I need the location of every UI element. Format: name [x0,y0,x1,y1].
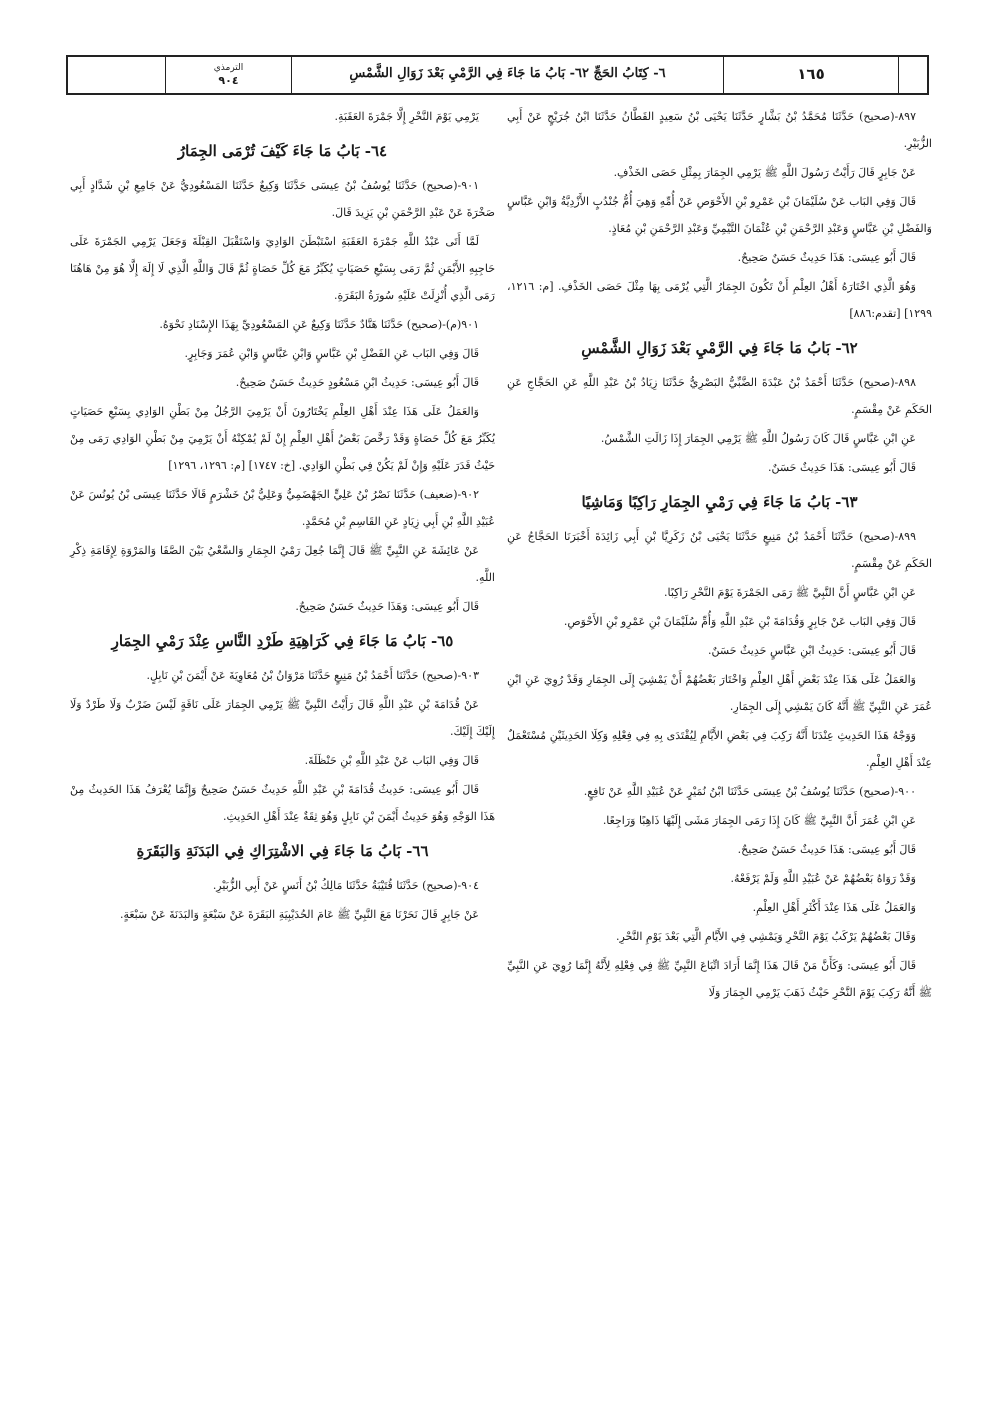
right-column [507,103,932,1008]
left-column [70,103,495,930]
header-range-cell [724,57,899,93]
text-paragraph: عَنْ عَائِشَةَ عَنِ النَّبِيِّ ﷺ قَالَ إِنَّمَا جُعِلَ رَمْيُ الجِمَارِ وَالسَّعْيُ بَيْنَ الصَّفَا وَالمَرْوَةِ لِإِقَامَةِ ذِكْرِ اللَّهِ. [70,544,495,584]
chapter-heading: ٦٥- بَابُ مَا جَاءَ فِي كَرَاهِيَةِ طَرْدِ النَّاسِ عِنْدَ رَمْيِ الجِمَارِ [111,632,454,650]
chapter-heading: ٦٣- بَابُ مَا جَاءَ فِي رَمْيِ الجِمَارِ رَاكِبًا وَمَاشِيًا [581,493,858,511]
text-paragraph: وَقَالَ بَعْضُهُمْ يَرْكَبُ يَوْمَ النَّحْرِ وَيَمْشِي فِي الأَيَّامِ الَّتِي بَعْدَ يَوْمِ النَّحْرِ. [616,930,916,943]
text-paragraph: ٨٩٧-(صحيح) حَدَّثَنَا مُحَمَّدُ بْنُ بَشَّارٍ حَدَّثَنَا يَحْيَى بْنُ سَعِيدٍ القَطَّانُ حَدَّثَنَا ابْنُ جُرَيْجٍ عَنْ أَبِي الزُّبَيْرِ. [507,110,932,150]
text-paragraph: وَالعَمَلُ عَلَى هَذَا عِنْدَ بَعْضِ أَهْلِ العِلْمِ وَاخْتَارَ بَعْضُهُمْ أَنْ يَمْشِيَ إِلَى الجِمَارِ وَقَدْ رُوِيَ عَنِ ابْنِ عُمَرَ عَنِ النَّبِيِّ ﷺ أَنَّهُ كَانَ يَمْشِي إِلَى الجِمَارِ. [507,673,932,713]
chapter-heading: ٦٤- بَابُ مَا جَاءَ كَيْفَ تُرْمَى الجِمَارُ [177,142,388,160]
text-paragraph: ٨٩٨-(صحيح) حَدَّثَنَا أَحْمَدُ بْنُ عَبْدَةَ الضَّبِّيُّ البَصْرِيُّ حَدَّثَنَا زِيَادُ بْنُ عَبْدِ اللَّهِ عَنِ الحَجَّاجِ عَنِ الحَكَمِ عَنْ مِقْسَمٍ. [507,376,932,416]
header-book-cell [166,57,292,93]
text-paragraph: قَالَ أَبُو عِيسَى: حَدِيثُ قُدَامَةَ بْنِ عَبْدِ اللَّهِ حَدِيثٌ حَسَنٌ صَحِيحٌ وَإِنَّمَا يُعْرَفُ هَذَا الحَدِيثُ مِنْ هَذَا الوَجْهِ وَهُوَ حَدِيثُ أَيْمَنَ بْنِ نَابِلٍ وَهُوَ ثِقَةٌ عِنْدَ أَهْلِ الحَدِيثِ. [70,783,495,823]
hadith-range: ٩٠٤ [218,74,239,87]
running-title: ٦- كِتَابُ الحَجِّ ٦٢- بَابُ مَا جَاءَ فِي الرَّمْيِ بَعْدَ زَوَالِ الشَّمْسِ [349,66,666,81]
text-paragraph: وَوَجْهُ هَذَا الحَدِيثِ عِنْدَنَا أَنَّهُ رَكِبَ فِي بَعْضِ الأَيَّامِ لِيُقْتَدَى بِهِ فِي فِعْلِهِ وَكِلَا الحَدِيثَيْنِ مُسْتَعْمَلٌ عِنْدَ أَهْلِ العِلْمِ. [507,729,932,769]
chapter-heading: ٦٦- بَابُ مَا جَاءَ فِي الاشْتِرَاكِ فِي البَدَنَةِ وَالبَقَرَةِ [136,842,429,860]
text-paragraph: عَنْ قُدَامَةَ بْنِ عَبْدِ اللَّهِ قَالَ رَأَيْتُ النَّبِيَّ ﷺ يَرْمِي الجِمَارَ عَلَى نَاقَةٍ لَيْسَ ضَرْبٌ وَلَا طَرْدٌ وَلَا إِلَيْكَ إِلَيْكَ. [70,698,495,738]
text-paragraph: وَقَدْ رَوَاهُ بَعْضُهُمْ عَنْ عُبَيْدِ اللَّهِ وَلَمْ يَرْفَعْهُ. [730,872,916,885]
text-paragraph: عَنِ ابْنِ عَبَّاسٍ قَالَ كَانَ رَسُولُ اللَّهِ ﷺ يَرْمِي الجِمَارَ إِذَا زَالَتِ الشَّمْسُ. [600,432,916,445]
page-header [66,55,929,95]
text-paragraph: يَرْمِي يَوْمَ النَّحْرِ إِلَّا جَمْرَةَ العَقَبَةِ. [334,110,479,123]
text-paragraph: قَالَ وَفِي البَاب عَنِ الفَضْلِ بْنِ عَبَّاسٍ وَابْنِ عَبَّاسٍ وَابْنِ عُمَرَ وَجَابِرٍ. [184,347,479,360]
chapter-heading: ٦٢- بَابُ مَا جَاءَ فِي الرَّمْيِ بَعْدَ زَوَالِ الشَّمْسِ [581,339,858,357]
page-number: ١٦٥ [797,65,825,83]
text-paragraph: عَنِ ابْنِ عَبَّاسٍ أَنَّ النَّبِيَّ ﷺ رَمَى الجَمْرَةَ يَوْمَ النَّحْرِ رَاكِبًا. [664,586,916,599]
text-paragraph: قَالَ أَبُو عِيسَى: حَدِيثُ ابْنِ مَسْعُودٍ حَدِيثٌ حَسَنٌ صَحِيحٌ. [235,376,479,389]
text-paragraph: قَالَ أَبُو عِيسَى: وَهَذَا حَدِيثٌ حَسَنٌ صَحِيحٌ. [295,600,479,613]
text-paragraph: عَنْ جَابِرٍ قَالَ رَأَيْتُ رَسُولَ اللَّهِ ﷺ يَرْمِي الجِمَارَ بِمِثْلِ حَصَى الخَذْفِ. [613,166,916,179]
text-paragraph: ٨٩٩-(صحيح) حَدَّثَنَا أَحْمَدُ بْنُ مَنِيعٍ حَدَّثَنَا يَحْيَى بْنُ زَكَرِيَّا بْنِ أَبِي زَائِدَةَ أَخْبَرَنَا الحَجَّاجُ عَنِ الحَكَمِ عَنْ مِقْسَمٍ. [507,530,932,570]
header-title-cell [292,57,724,93]
text-paragraph: عَنْ جَابِرٍ قَالَ نَحَرْنَا مَعَ النَّبِيِّ ﷺ عَامَ الحُدَيْبِيَةِ البَقَرَةَ عَنْ سَبْعَةٍ وَالبَدَنَةَ عَنْ سَبْعَةٍ. [119,908,479,921]
text-paragraph: قَالَ وَفِي البَاب عَنْ سُلَيْمَانَ بْنِ عَمْرِو بْنِ الأَحْوَصِ عَنْ أُمِّهِ وَهِيَ أُمُّ جُنْدُبٍ الأَزْدِيَّةُ وَابْنِ عَبَّاسٍ وَالفَضْلِ بْنِ عَبَّاسٍ وَعَبْدِ الرَّحْمَنِ بْنِ عُثْمَانَ التَّيْمِيِّ وَعَبْدِ الرَّحْمَنِ بْنِ مُعَاذٍ. [507,195,932,235]
text-paragraph: قَالَ أَبُو عِيسَى: هَذَا حَدِيثٌ حَسَنٌ. [767,461,916,474]
text-paragraph: ٩٠٠-(صحيح) حَدَّثَنَا يُوسُفُ بْنُ عِيسَى حَدَّثَنَا ابْنُ نُمَيْرٍ عَنْ عُبَيْدِ اللَّهِ عَنْ نَافِعٍ. [583,785,916,798]
text-paragraph: قَالَ وَفِي البَاب عَنْ عَبْدِ اللَّهِ بْنِ حَنْظَلَةَ. [304,754,479,767]
text-paragraph: ٩٠٤-(صحيح) حَدَّثَنَا قُتَيْبَةُ حَدَّثَنَا مَالِكُ بْنُ أَنَسٍ عَنْ أَبِي الزُّبَيْرِ. [212,879,479,892]
text-paragraph: وَهُوَ الَّذِي اخْتَارَهُ أَهْلُ العِلْمِ أَنْ تَكُونَ الجِمَارُ الَّتِي يُرْمَى بِهَا مِثْلَ حَصَى الخَذْفِ. [م: ١٢١٦، ١٢٩٩] [تقدم:٨٨٦] [507,280,932,320]
text-paragraph: عَنِ ابْنِ عُمَرَ أَنَّ النَّبِيَّ ﷺ كَانَ إِذَا رَمَى الجِمَارَ مَشَى إِلَيْهَا ذَاهِبًا وَرَاجِعًا. [602,814,916,827]
text-paragraph: لَمَّا أَتَى عَبْدُ اللَّهِ جَمْرَةَ العَقَبَةِ اسْتَبْطَنَ الوَادِيَ وَاسْتَقْبَلَ القِبْلَةَ وَجَعَلَ يَرْمِي الجَمْرَةَ عَلَى حَاجِبِهِ الأَيْمَنِ ثُمَّ رَمَى بِسَبْعِ حَصَيَاتٍ يُكَبِّرُ مَعَ كُلِّ حَصَاةٍ ثُمَّ قَالَ وَاللَّهِ الَّذِي لَا إِلَهَ إِلَّا هُوَ مِنْ هَاهُنَا رَمَى الَّذِي أُنْزِلَتْ عَلَيْهِ سُورَةُ البَقَرَةِ. [70,235,495,302]
text-paragraph: ٩٠١(م)-(صحيح) حَدَّثَنَا هَنَّادٌ حَدَّثَنَا وَكِيعٌ عَنِ المَسْعُودِيِّ بِهَذَا الإِسْنَادِ نَحْوَهُ. [159,318,479,331]
text-paragraph: وَالعَمَلُ عَلَى هَذَا عِنْدَ أَكْثَرِ أَهْلِ العِلْمِ. [752,901,916,914]
text-paragraph: قَالَ أَبُو عِيسَى: هَذَا حَدِيثٌ حَسَنٌ صَحِيحٌ. [737,251,916,264]
text-paragraph: ٩٠٣-(صحيح) حَدَّثَنَا أَحْمَدُ بْنُ مَنِيعٍ حَدَّثَنَا مَرْوَانُ بْنُ مُعَاوِيَةَ عَنْ أَيْمَنَ بْنِ نَابِلٍ. [146,669,479,682]
text-paragraph: وَالعَمَلُ عَلَى هَذَا عِنْدَ أَهْلِ العِلْمِ يَخْتَارُونَ أَنْ يَرْمِيَ الرَّجُلُ مِنْ بَطْنِ الوَادِي بِسَبْعِ حَصَيَاتٍ يُكَبِّرُ مَعَ كُلِّ حَصَاةٍ وَقَدْ رَخَّصَ بَعْضُ أَهْلِ العِلْمِ إِنْ لَمْ يُمْكِنْهُ أَنْ يَرْمِيَ مِنْ بَطْنِ الوَادِي رَمَى مِنْ حَيْثُ قَدَرَ عَلَيْهِ وَإِنْ لَمْ يَكُنْ فِي بَطْنِ الوَادِي. [خ: ١٧٤٧] [م: ١٢٩٦، ١٢٩٦] [70,405,495,472]
header-blank-cell-right [68,57,106,93]
text-paragraph: ٩٠٢-(ضعيف) حَدَّثَنَا نَصْرُ بْنُ عَلِيٍّ الجَهْضَمِيُّ وَعَلِيُّ بْنُ خَشْرَمٍ قَالَا حَدَّثَنَا عِيسَى بْنُ يُونُسَ عَنْ عُبَيْدِ اللَّهِ بْنِ أَبِي زِيَادٍ عَنِ القَاسِمِ بْنِ مُحَمَّدٍ. [70,488,495,528]
text-paragraph: ٩٠١-(صحيح) حَدَّثَنَا يُوسُفُ بْنُ عِيسَى حَدَّثَنَا وَكِيعٌ حَدَّثَنَا المَسْعُودِيُّ عَنْ جَامِعِ بْنِ شَدَّادٍ أَبِي صَخْرَةَ عَنْ عَبْدِ الرَّحْمَنِ بْنِ يَزِيدَ قَالَ. [70,179,495,219]
text-paragraph: قَالَ وَفِي البَاب عَنْ جَابِرٍ وَقُدَامَةَ بْنِ عَبْدِ اللَّهِ وَأُمِّ سُلَيْمَانَ بْنِ عَمْرِو بْنِ الأَحْوَصِ. [563,615,916,628]
book-label: الترمذي [213,63,244,73]
text-paragraph: قَالَ أَبُو عِيسَى: وَكَأَنَّ مَنْ قَالَ هَذَا إِنَّمَا أَرَادَ اتِّبَاعَ النَّبِيِّ ﷺ فِي فِعْلِهِ لِأَنَّهُ إِنَّمَا رُوِيَ عَنِ النَّبِيِّ ﷺ أَنَّهُ رَكِبَ يَوْمَ النَّحْرِ حَيْثُ ذَهَبَ يَرْمِي الجِمَارَ وَلَا [507,959,932,999]
header-blank-cell-left [899,57,931,93]
header-page-number-cell [106,57,166,93]
text-paragraph: قَالَ أَبُو عِيسَى: حَدِيثُ ابْنِ عَبَّاسٍ حَدِيثٌ حَسَنٌ. [708,644,916,657]
text-paragraph: قَالَ أَبُو عِيسَى: هَذَا حَدِيثٌ حَسَنٌ صَحِيحٌ. [737,843,916,856]
